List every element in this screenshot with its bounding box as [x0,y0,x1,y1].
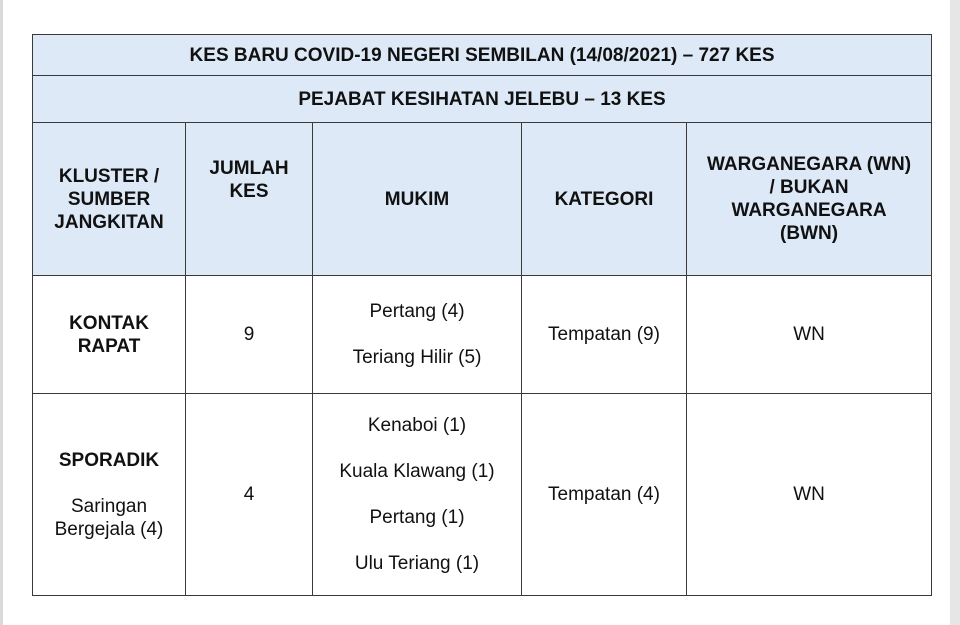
cell-jumlah: 9 [186,276,313,394]
kluster-note-line: Bergejala (4) [54,518,164,540]
header-kluster-line: KLUSTER / [58,165,160,187]
header-warganegara-line: WARGANEGARA (WN) [707,154,912,175]
mukim-item: Kenaboi (1) [367,415,467,436]
table-title: KES BARU COVID-19 NEGERI SEMBILAN (14/08/2021) – 727 KES [33,35,932,76]
cell-kategori: Tempatan (9) [522,276,687,394]
right-page-edge [950,0,960,625]
header-warganegara-line: / BUKAN [769,177,849,198]
left-page-edge [0,0,3,625]
header-jumlah-line: KES [229,181,269,202]
kluster-line: RAPAT [77,335,141,357]
mukim-item: Pertang (1) [369,507,465,528]
mukim-item: Kuala Klawang (1) [339,461,495,482]
title-row [33,35,932,76]
kluster-line: SPORADIK [58,449,160,471]
header-warganegara-line: (BWN) [780,223,839,244]
header-jumlah-line: JUMLAH [209,158,289,179]
cell-warganegara: WN [687,276,932,394]
cell-kluster [33,276,186,394]
header-warganegara-line: WARGANEGARA [731,200,887,221]
subtitle-row [33,76,932,123]
cell-warganegara: WN [687,394,932,596]
covid-cases-table [32,34,932,596]
header-mukim: MUKIM [313,123,522,276]
header-kluster-line: SUMBER [67,188,151,210]
cell-kategori: Tempatan (4) [522,394,687,596]
table-row [33,276,932,394]
header-kluster-line: JANGKITAN [54,211,164,233]
mukim-item: Teriang Hilir (5) [352,347,482,368]
table-subtitle: PEJABAT KESIHATAN JELEBU – 13 KES [33,76,932,123]
header-row [33,123,932,276]
mukim-item: Ulu Teriang (1) [354,553,480,574]
cell-mukim [313,276,522,394]
cell-jumlah: 4 [186,394,313,596]
table-row [33,394,932,596]
header-kategori: KATEGORI [522,123,687,276]
kluster-note-line: Saringan [70,495,148,517]
cell-mukim [313,394,522,596]
header-warganegara [687,123,932,276]
kluster-note [37,495,181,541]
kluster-line: KONTAK [69,312,149,334]
header-kluster [33,123,186,276]
header-jumlah [186,123,313,276]
mukim-item: Pertang (4) [369,301,465,322]
cell-kluster [33,394,186,596]
